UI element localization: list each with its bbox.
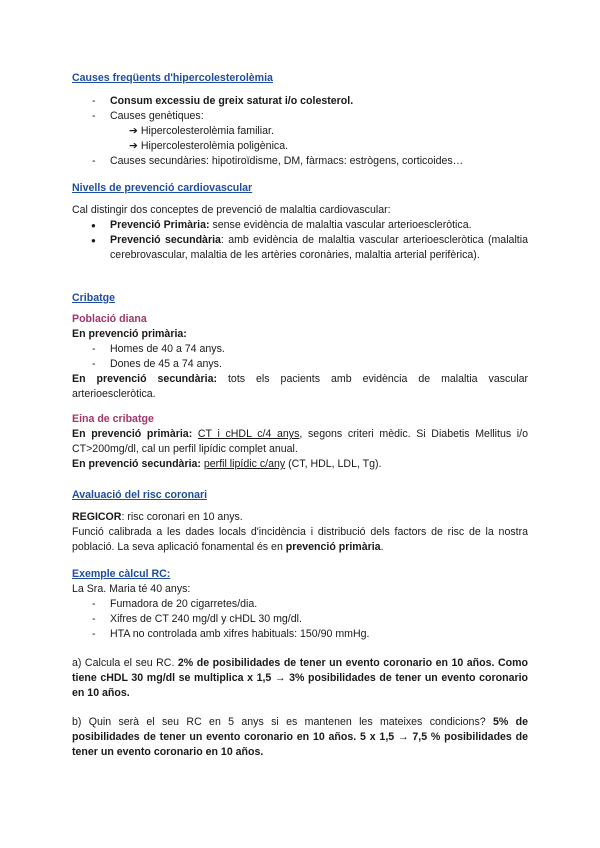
p2-text: : amb evidència de malaltia vascular arterioescleròtica (malaltia cerebrovascular, malaltia de les artèries coronàries, malaltia arterial perifèrica). — [110, 234, 528, 261]
causes-sub-2: Hipercolesterolèmia poligènica. — [140, 140, 289, 152]
prevencio-intro: Cal distingir dos conceptes de prevenció de malaltia cardiovascular: — [72, 204, 391, 216]
primaria-label: En prevenció primària: — [72, 328, 187, 340]
causes-list — [72, 94, 528, 169]
causes-section — [72, 71, 528, 169]
exemple-intro: La Sra. Maria té 40 anys: — [72, 583, 191, 595]
eina-secundaria — [72, 457, 528, 472]
list-item: - Fumadora de 20 cigarretes/dia. — [72, 597, 528, 612]
list-item — [72, 124, 528, 139]
poblacio-title: Població diana — [72, 313, 147, 325]
secundaria-label: En prevenció secundària: — [72, 373, 218, 385]
causes-sub-1: Hipercolesterolèmia familiar. — [140, 125, 274, 137]
p1-text: sense evidència de malaltia vascular arterioescleròtica. — [209, 219, 472, 231]
eina-sec-text: (CT, HDL, LDL, Tg). — [285, 458, 382, 470]
qb-plain: b) Quin serà el seu RC en 5 anys si es mantenen les mateixes condicions? — [72, 716, 493, 728]
causes-item-1: Consum excessiu de greix saturat i/o colesterol. — [110, 95, 354, 107]
regicor-label: REGICOR — [72, 511, 122, 523]
list-item: - Causes secundàries: hipotiroïdisme, DM, fàrmacs: estrògens, corticoides… — [72, 154, 528, 169]
list-item: - Dones de 45 a 74 anys. — [72, 357, 528, 372]
list-item — [72, 94, 528, 109]
p2-label: Prevenció secundària — [110, 234, 221, 246]
list-item: - Xifres de CT 240 mg/dl y cHDL 30 mg/dl. — [72, 612, 528, 627]
eina-prim-link: CT i cHDL c/4 anys — [197, 428, 300, 440]
prevencio-list — [72, 218, 528, 263]
exemple-section — [72, 567, 528, 760]
causes-title: Causes freqüents d'hipercolesterolèmia — [72, 72, 273, 84]
avaluacio-title: Avaluació del risc coronari — [72, 489, 208, 501]
list-item: - HTA no controlada amb xifres habituals: 150/90 mmHg. — [72, 627, 528, 642]
arrow-icon: ➔ — [129, 125, 138, 137]
eina-sec-link: perfil lipídic c/any — [203, 458, 286, 470]
qb-answer: 5% de posibilidades de tener un evento coronario en 10 años. 5 x 1,5 → 7,5 % posibilidades de tener un evento coronario en 10 años. — [72, 716, 528, 758]
arrow-icon: ➔ — [129, 140, 138, 152]
funcio-end: . — [380, 541, 384, 553]
question-b — [72, 715, 528, 760]
eina-prim-label: En prevenció primària: — [72, 428, 193, 440]
list-item — [72, 139, 528, 154]
regicor-text: : risc coronari en 10 anys. — [121, 511, 243, 523]
funcio-bold: prevenció primària — [285, 541, 381, 553]
prevencio-title: Nivells de prevenció cardiovascular — [72, 182, 253, 194]
funcio-text: Funció calibrada a les dades locals d'incidència i distribució dels factors de risc de la nostra població. La seva aplicació fonamental és en — [72, 526, 528, 553]
poblacio-secundaria — [72, 372, 528, 402]
avaluacio-section — [72, 488, 528, 555]
qa-answer: 2% de posibilidades de tener un evento coronario en 10 años. Como tiene cHDL 30 mg/dl se multiplica x 1,5 → 3% posibilidades de tener un evento coronario en 10 años. — [72, 657, 528, 699]
list-item: - Causes genètiques: — [72, 109, 528, 124]
p1-label: Prevenció Primària: — [110, 219, 210, 231]
list-item: - Homes de 40 a 74 anys. — [72, 342, 528, 357]
exemple-list — [72, 597, 528, 642]
eina-title: Eina de cribatge — [72, 413, 154, 425]
poblacio-list — [72, 342, 528, 372]
list-item — [72, 218, 528, 233]
eina-sec-label: En prevenció secundària: — [72, 458, 201, 470]
list-item — [72, 233, 528, 263]
regicor-line — [72, 510, 528, 525]
poblacio-primaria — [72, 327, 528, 342]
qa-plain: a) Calcula el seu RC. — [72, 657, 178, 669]
cribatge-section — [72, 291, 528, 472]
question-a — [72, 656, 528, 701]
eina-primaria — [72, 427, 528, 457]
exemple-title: Exemple càlcul RC: — [72, 568, 171, 580]
secundaria-text: tots els pacients amb evidència de malaltia vascular arterioescleròtica. — [72, 373, 529, 400]
funcio-paragraph — [72, 525, 528, 555]
prevencio-section — [72, 181, 528, 263]
cribatge-title: Cribatge — [72, 292, 115, 304]
eina-prim-text: , segons criteri mèdic. Si Diabetis Mellitus i/o CT>200mg/dl, cal un perfil lipídic complet anual. — [72, 428, 528, 455]
